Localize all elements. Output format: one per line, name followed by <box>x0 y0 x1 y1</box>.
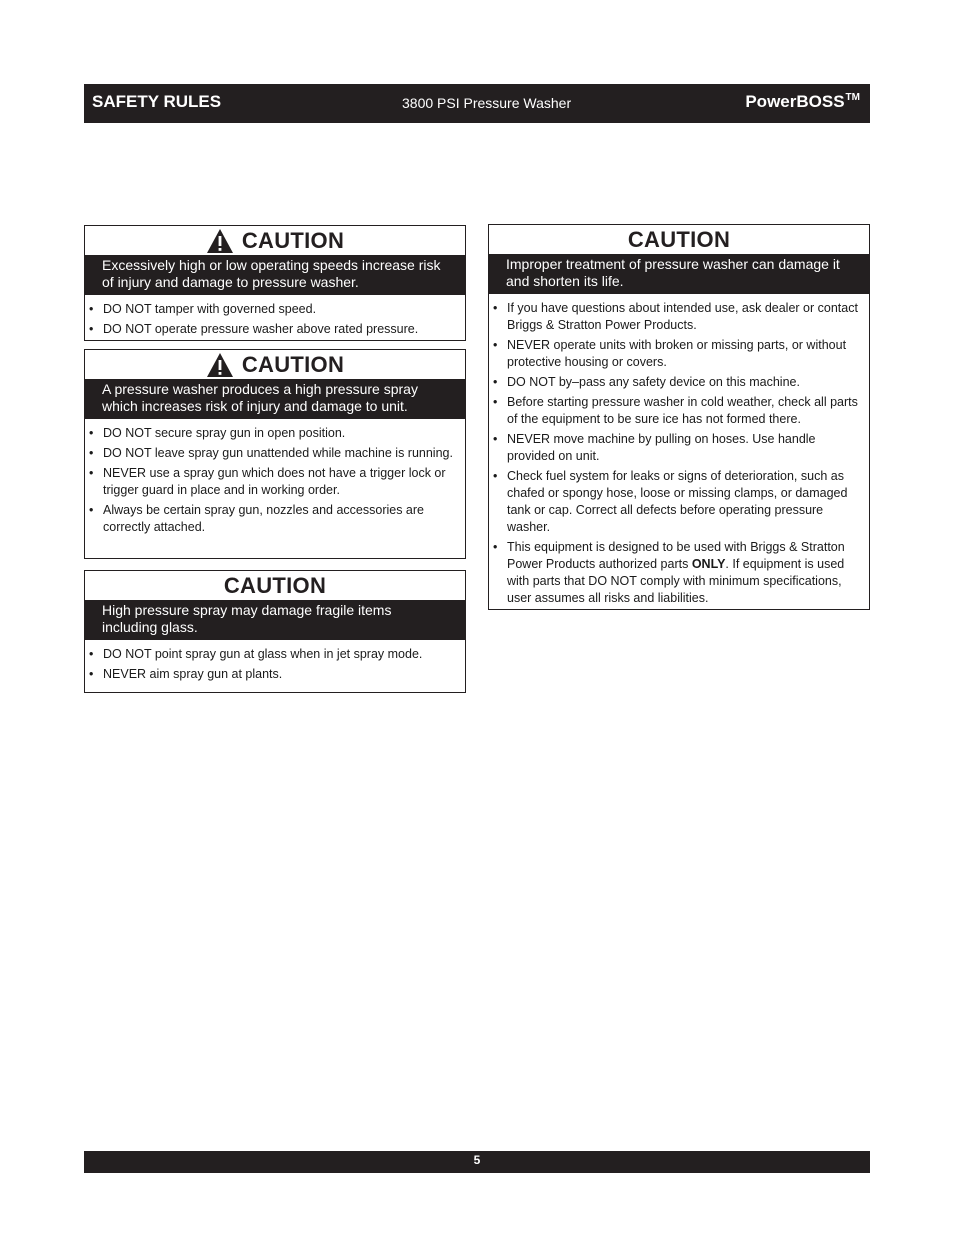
bullet-glyph: • <box>493 375 498 389</box>
caution-box-fragile-items <box>84 570 466 693</box>
page-header <box>84 84 870 123</box>
bullet-glyph: • <box>493 432 498 446</box>
bullet-glyph: • <box>493 301 498 315</box>
list-item: • Always be certain spray gun, nozzles and accessories are correctly attached. <box>89 503 424 534</box>
bullet-glyph: • <box>493 540 498 554</box>
product-name: 3800 PSI Pressure Washer <box>402 95 572 111</box>
list-item: • DO NOT point spray gun at glass when in jet spray mode. <box>89 647 423 661</box>
bullet-glyph: • <box>493 338 498 352</box>
list-item: • DO NOT leave spray gun unattended while machine is running. <box>89 446 453 460</box>
caution-box-high-pressure-spray <box>84 349 466 559</box>
brand-name: PowerBOSS <box>745 92 845 111</box>
bullet-glyph: • <box>89 302 94 316</box>
page-number: 5 <box>473 1153 481 1167</box>
caution-box-operating-speed <box>84 225 466 341</box>
emphasis-only: ONLY <box>691 557 726 571</box>
list-item: • NEVER move machine by pulling on hoses. Use handle provided on unit. <box>493 432 816 463</box>
bullet-glyph: • <box>89 322 94 336</box>
bullet-glyph: • <box>89 426 94 440</box>
trademark-mark: TM <box>845 92 860 103</box>
warning-triangle-icon <box>206 228 234 254</box>
warning-triangle-icon <box>206 352 234 378</box>
list-item: • Check fuel system for leaks or signs of deterioration, such as chafed or spongy hose, loose or missing clamps, or damaged tank or cap. Correct all defects before operating pressure washer. <box>493 469 848 534</box>
caution-title <box>85 226 465 255</box>
caution-list <box>85 419 465 543</box>
bullet-glyph: • <box>89 503 94 517</box>
bullet-glyph: • <box>89 647 94 661</box>
bullet-glyph: • <box>89 667 94 681</box>
list-item: • DO NOT tamper with governed speed. <box>89 302 317 316</box>
caution-subhead: High pressure spray may damage fragile items including glass. <box>85 600 465 640</box>
list-item: • DO NOT operate pressure washer above rated pressure. <box>89 322 419 336</box>
list-item: • This equipment is designed to be used with Briggs & Stratton Power Products authorized parts ONLY. If equipment is used with parts that DO NOT comply with minimum specifications, user assumes all risks and liabilities. <box>493 540 845 605</box>
caution-title <box>85 571 465 600</box>
caution-list <box>85 640 465 690</box>
caution-title-text: CAUTION <box>223 572 327 598</box>
bullet-glyph: • <box>89 466 94 480</box>
list-item: • DO NOT secure spray gun in open position. <box>89 426 346 440</box>
bullet-glyph: • <box>89 446 94 460</box>
list-item: • NEVER use a spray gun which does not have a trigger lock or trigger guard in place and in working order. <box>89 466 446 497</box>
section-title: SAFETY RULES <box>92 92 222 111</box>
caution-title-text: CAUTION <box>627 226 731 252</box>
bullet-glyph: • <box>493 469 498 483</box>
bullet-glyph: • <box>493 395 498 409</box>
list-item: • If you have questions about intended use, ask dealer or contact Briggs & Stratton Power Products. <box>493 301 858 332</box>
list-item: • DO NOT by–pass any safety device on this machine. <box>493 375 800 389</box>
caution-subhead: A pressure washer produces a high pressure spray which increases risk of injury and damage to unit. <box>85 379 465 419</box>
page-footer <box>84 1151 870 1173</box>
list-item: • Before starting pressure washer in cold weather, check all parts of the equipment to be sure ice has not formed there. <box>493 395 858 426</box>
caution-title <box>85 350 465 379</box>
brand-logo <box>745 92 860 112</box>
caution-subhead: Excessively high or low operating speeds increase risk of injury and damage to pressure washer. <box>85 255 465 295</box>
caution-box-improper-treatment <box>488 224 870 610</box>
list-item: • NEVER operate units with broken or missing parts, or without protective housing or covers. <box>493 338 847 369</box>
caution-title-text: CAUTION <box>241 227 345 253</box>
caution-subhead: Improper treatment of pressure washer can damage it and shorten its life. <box>489 254 869 294</box>
caution-title-text: CAUTION <box>241 351 345 377</box>
caution-list <box>489 294 869 614</box>
caution-list <box>85 295 465 345</box>
caution-title <box>489 225 869 254</box>
list-item: • NEVER aim spray gun at plants. <box>89 667 283 681</box>
